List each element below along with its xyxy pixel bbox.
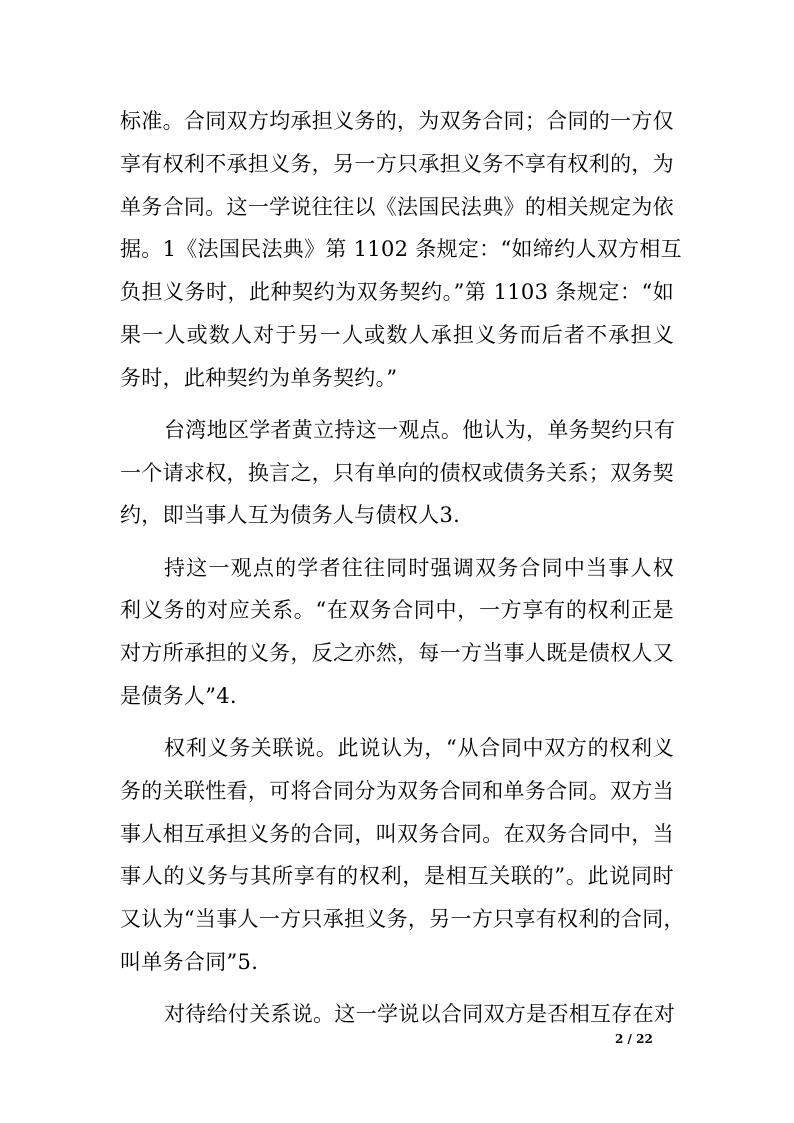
text-line: 对待给付关系说。这一学说以合同双方是否相互存在对 [164,1002,676,1026]
text-line: 对方所承担的义务，反之亦然，每一方当事人既是债权人又 [120,641,674,665]
text-line: 叫单务合同”5. [120,950,259,974]
text-line: 一个请求权，换言之，只有单向的债权或债务关系；双务契 [120,461,674,485]
text-line: 据。1《法国民法典》第 1102 条规定：“如缔约人双方相互 [120,237,682,261]
text-line: 权利义务关联说。此说认为，“从合同中双方的权利义 [164,736,674,760]
text-line: 负担义务时，此种契约为双务契约。”第 1103 条规定：“如 [120,280,674,304]
text-line: 单务合同。这一学说往往以《法国民法典》的相关规定为依 [120,195,674,219]
text-line: 享有权利不承担义务，另一方只承担义务不享有权利的，为 [120,152,674,176]
text-line: 利义务的对应关系。“在双务合同中，一方享有的权利正是 [120,598,674,622]
text-line: 务的关联性看，可将合同分为双务合同和单务合同。双方当 [120,779,674,803]
text-line: 果一人或数人对于另一人或数人承担义务而后者不承担义 [120,323,674,347]
text-line: 是债务人”4. [120,684,237,708]
text-line: 事人的义务与其所享有的权利，是相互关联的”。此说同时 [120,864,674,888]
text-line: 持这一观点的学者往往同时强调双务合同中当事人权 [164,556,674,580]
page-number: 2 / 22 [615,1032,653,1046]
text-line: 事人相互承担义务的合同，叫双务合同。在双务合同中，当 [120,822,674,846]
text-line: 标准。合同双方均承担义务的，为双务合同；合同的一方仅 [120,109,674,133]
text-line: 又认为“当事人一方只承担义务，另一方只享有权利的合同， [120,907,685,931]
text-line: 台湾地区学者黄立持这一观点。他认为，单务契约只有 [164,418,676,442]
text-line: 务时，此种契约为单务契约。” [120,366,398,390]
text-line: 约，即当事人互为债务人与债权人3. [120,503,461,527]
